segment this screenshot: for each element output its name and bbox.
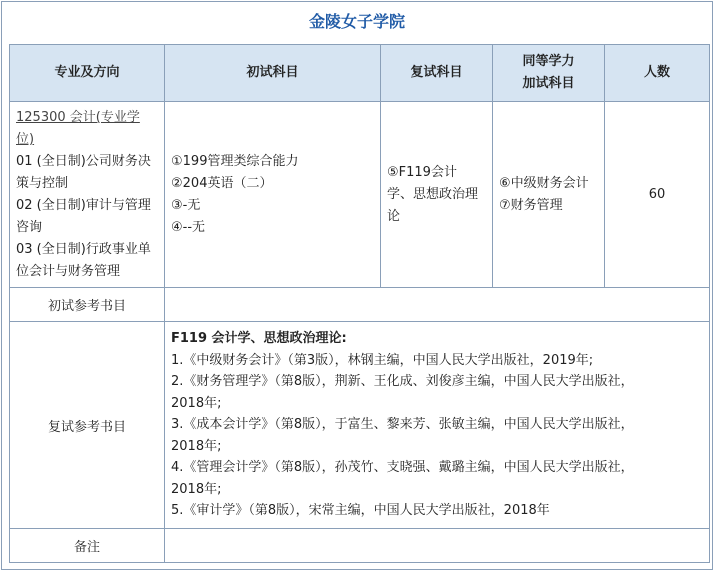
- document-frame: [1, 1, 713, 570]
- retest-books-cell: [165, 322, 710, 529]
- header-additional: [493, 45, 605, 102]
- note-row: [10, 529, 710, 563]
- header-major: 专业及方向: [10, 45, 165, 102]
- direction-line: 03 (全日制)行政事业单: [16, 242, 151, 257]
- retest-books-label: 复试参考书目: [10, 322, 165, 529]
- retest-subject-line: 论: [387, 208, 401, 224]
- retest-subjects-cell: [381, 102, 493, 288]
- page-title: 金陵女子学院: [308, 12, 405, 31]
- direction-line: 位会计与财务管理: [16, 264, 121, 279]
- header-additional-line1: 同等学力: [522, 54, 575, 69]
- header-count: 人数: [605, 45, 710, 102]
- initial-books-value: [165, 288, 710, 322]
- program-code-link-cont[interactable]: 位): [16, 132, 35, 147]
- admissions-table: [9, 44, 710, 563]
- book-entry: 5.《审计学》（第8版），宋常主编，中国人民大学出版社，2018年: [171, 503, 550, 518]
- program-row: [10, 102, 710, 288]
- initial-subject: ③-无: [171, 197, 201, 213]
- book-entry: 2018年;: [171, 438, 222, 454]
- additional-subjects-cell: [493, 102, 605, 288]
- initial-books-row: [10, 288, 710, 322]
- initial-subjects-cell: [165, 102, 381, 288]
- book-entry: 4.《管理会计学》（第8版），孙茂竹、支晓强、戴璐主编，中国人民大学出版社，: [171, 460, 634, 475]
- retest-subject-line: 学、思想政治理: [387, 186, 479, 202]
- direction-line: 02 (全日制)审计与管理: [16, 198, 151, 213]
- note-label: 备注: [10, 529, 165, 563]
- initial-subject: ①199管理类综合能力: [171, 153, 299, 169]
- book-entry: 3.《成本会计学》（第8版），于富生、黎来芳、张敏主编，中国人民大学出版社，: [171, 417, 634, 432]
- header-retest: 复试科目: [381, 45, 493, 102]
- header-initial: 初试科目: [165, 45, 381, 102]
- retest-books-row: [10, 322, 710, 529]
- enrollment-count: 60: [605, 102, 710, 288]
- additional-subject: ⑥中级财务会计: [499, 175, 589, 191]
- direction-line: 咨询: [16, 220, 43, 235]
- major-cell: [10, 102, 165, 288]
- additional-subject: ⑦财务管理: [499, 197, 563, 213]
- retest-books-heading: F119 会计学、思想政治理论:: [171, 331, 347, 346]
- book-entry: 2018年;: [171, 395, 222, 411]
- initial-books-label: 初试参考书目: [10, 288, 165, 322]
- note-value: [165, 529, 710, 563]
- book-entry: 1.《中级财务会计》（第3版），林钢主编，中国人民大学出版社，2019年;: [171, 352, 594, 368]
- program-code-link[interactable]: 125300 会计(专业学: [16, 110, 140, 125]
- direction-line: 策与控制: [16, 176, 69, 191]
- initial-subject: ④--无: [171, 219, 206, 235]
- header-additional-line2: 加试科目: [522, 76, 575, 91]
- initial-subject: ②204英语（二）: [171, 175, 273, 191]
- direction-line: 01 (全日制)公司财务决: [16, 154, 151, 169]
- header-row: [10, 45, 710, 102]
- retest-subject-line: ⑤F119会计: [387, 164, 457, 180]
- book-entry: 2018年;: [171, 481, 222, 497]
- book-entry: 2.《财务管理学》（第8版），荆新、王化成、刘俊彦主编，中国人民大学出版社，: [171, 374, 634, 389]
